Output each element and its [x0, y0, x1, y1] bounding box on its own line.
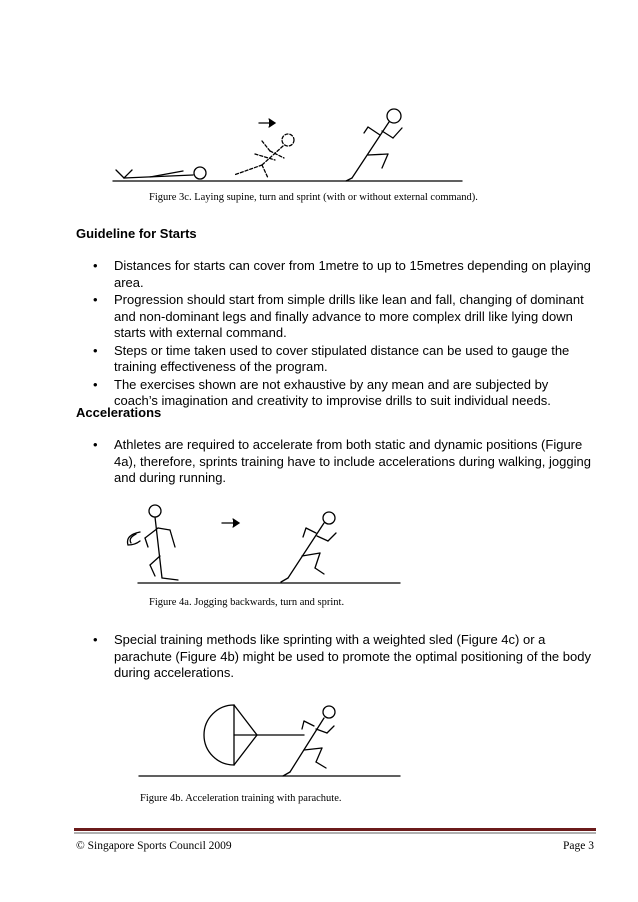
accelerations-bullet-list-2	[93, 632, 592, 683]
list-item: • Steps or time taken used to cover stipulated distance can be used to gauge the training effectiveness of the program.	[93, 342, 570, 374]
footer-copyright: © Singapore Sports Council 2009	[76, 840, 232, 852]
list-item: • Progression should start from simple drills like lean and fall, changing of dominant and non-dominant legs and finally advance to more complex drill like lying down starts with external command.	[93, 292, 584, 340]
section-heading-accelerations: Accelerations	[76, 405, 162, 420]
list-item: • Special training methods like sprinting with a weighted sled (Figure 4c) or a parachute (Figure 4b) might be used to promote the optimal positioning of the body during accelerations.	[93, 632, 591, 680]
bullet-icon: •	[93, 258, 98, 273]
bullet-icon: •	[93, 632, 98, 647]
list-item: • Distances for starts can cover from 1metre to up to 15metres depending on playing area.	[93, 258, 591, 290]
list-item: • The exercises shown are not exhaustive by any mean and are subjected by coach’s imagination and creativity to improvise drills to suit individual needs.	[93, 376, 551, 408]
figure-3c-caption: Figure 3c. Laying supine, turn and sprint (with or without external command).	[149, 192, 478, 203]
bullet-icon: •	[93, 292, 98, 307]
bullet-icon: •	[93, 437, 98, 452]
starts-bullet-list	[93, 258, 594, 411]
footer-rule-gray	[74, 832, 596, 834]
section-heading-starts: Guideline for Starts	[76, 226, 197, 241]
list-item: • Athletes are required to accelerate from both static and dynamic positions (Figure 4a), therefore, sprints training have to include accelerations during walking, jogging and during running.	[93, 437, 591, 485]
accelerations-bullet-list-1	[93, 437, 592, 488]
figure-4b-caption: Figure 4b. Acceleration training with parachute.	[140, 793, 342, 804]
bullet-icon: •	[93, 376, 98, 392]
bullet-icon: •	[93, 342, 98, 358]
figure-4a-caption: Figure 4a. Jogging backwards, turn and sprint.	[149, 597, 345, 608]
footer-page-number: Page 3	[563, 840, 594, 852]
footer-rule-dark	[74, 828, 596, 831]
